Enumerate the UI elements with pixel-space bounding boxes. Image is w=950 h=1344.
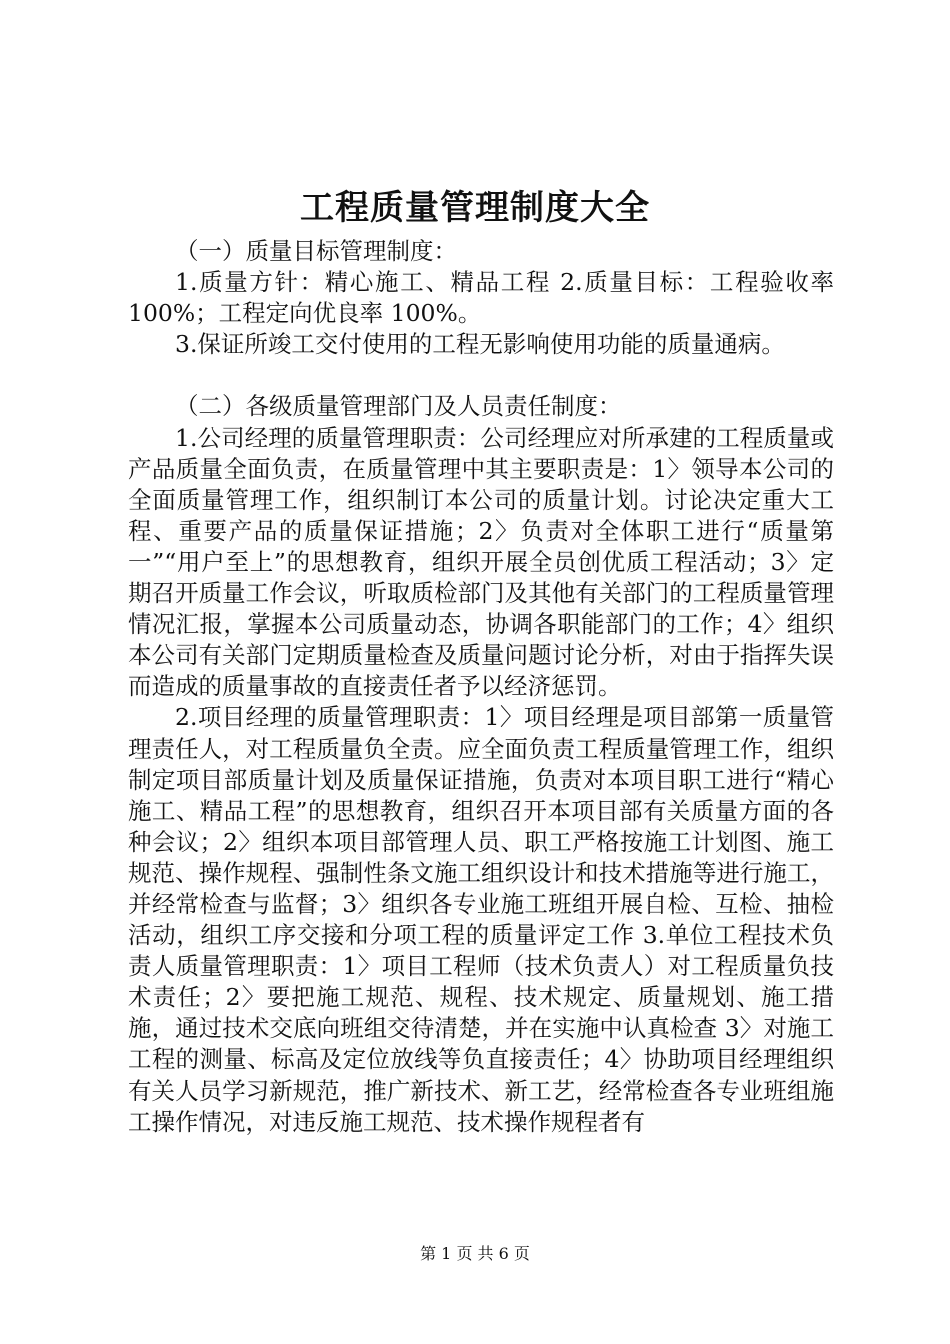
section-2-paragraph-2: 2.项目经理的质量管理职责：1〉项目经理是项目部第一质量管理责任人，对工程质量负全责。应全面负责工程质量管理工作，组织制定项目部质量计划及质量保证措施，负责对本项目职工进行“精心施工、精品工程”的思想教育，组织召开本项目部有关质量方面的各种会议；2〉组织本项目部管理人员、职工严格按施工计划图、施工规范、操作规程、强制性条文施工组织设计和技术措施等进行施工，并经常检查与监督；3〉组织各专业施工班组开展自检、互检、抽检活动，组织工序交接和分项工程的质量评定工作 3.单位工程技术负责人质量管理职责：1〉项目工程师（技术负责人）对工程质量负技术责任；2〉要把施工规范、规程、技术规定、质量规划、施工措施，通过技术交底向班组交待清楚，并在实施中认真检查 3〉对施工工程的测量、标高及定位放线等负直接责任；4〉协助项目经理组织有关人员学习新规范，推广新技术、新工艺，经常检查各专业班组施工操作情况，对违反施工规范、技术操作规程者有 (128, 703, 834, 1136)
document-title: 工程质量管理制度大全 (300, 188, 650, 228)
section-2-heading: （二）各级质量管理部门及人员责任制度： (175, 392, 622, 421)
section-1-heading: （一）质量目标管理制度： (175, 237, 457, 265)
page-footer: 第 1 页 共 6 页 (420, 1244, 530, 1263)
section-2-paragraph-1: 1.公司经理的质量管理职责：公司经理应对所承建的工程质量或产品质量全面负责，在质量管理中其主要职责是：1〉领导本公司的全面质量管理工作，组织制订本公司的质量计划。讨论决定重大工程、重要产品的质量保证措施；2〉负责对全体职工进行“质量第一”“用户至上”的思想教育，组织开展全员创优质工程活动；3〉定期召开质量工作会议，听取质检部门及其他有关部门的工程质量管理情况汇报，掌握本公司质量动态，协调各职能部门的工作；4〉组织本公司有关部门定期质量检查及质量问题讨论分析，对由于指挥失误而造成的质量事故的直接责任者予以经济惩罚。 (128, 423, 834, 701)
document-body (128, 236, 834, 1138)
section-1-paragraph-1: 1.质量方针：精心施工、精品工程 2.质量目标：工程验收率 100%；工程定向优良率 100%。 (128, 268, 834, 328)
blank-line (128, 360, 834, 391)
section-1-paragraph-2: 3.保证所竣工交付使用的工程无影响使用功能的质量通病。 (175, 330, 785, 359)
